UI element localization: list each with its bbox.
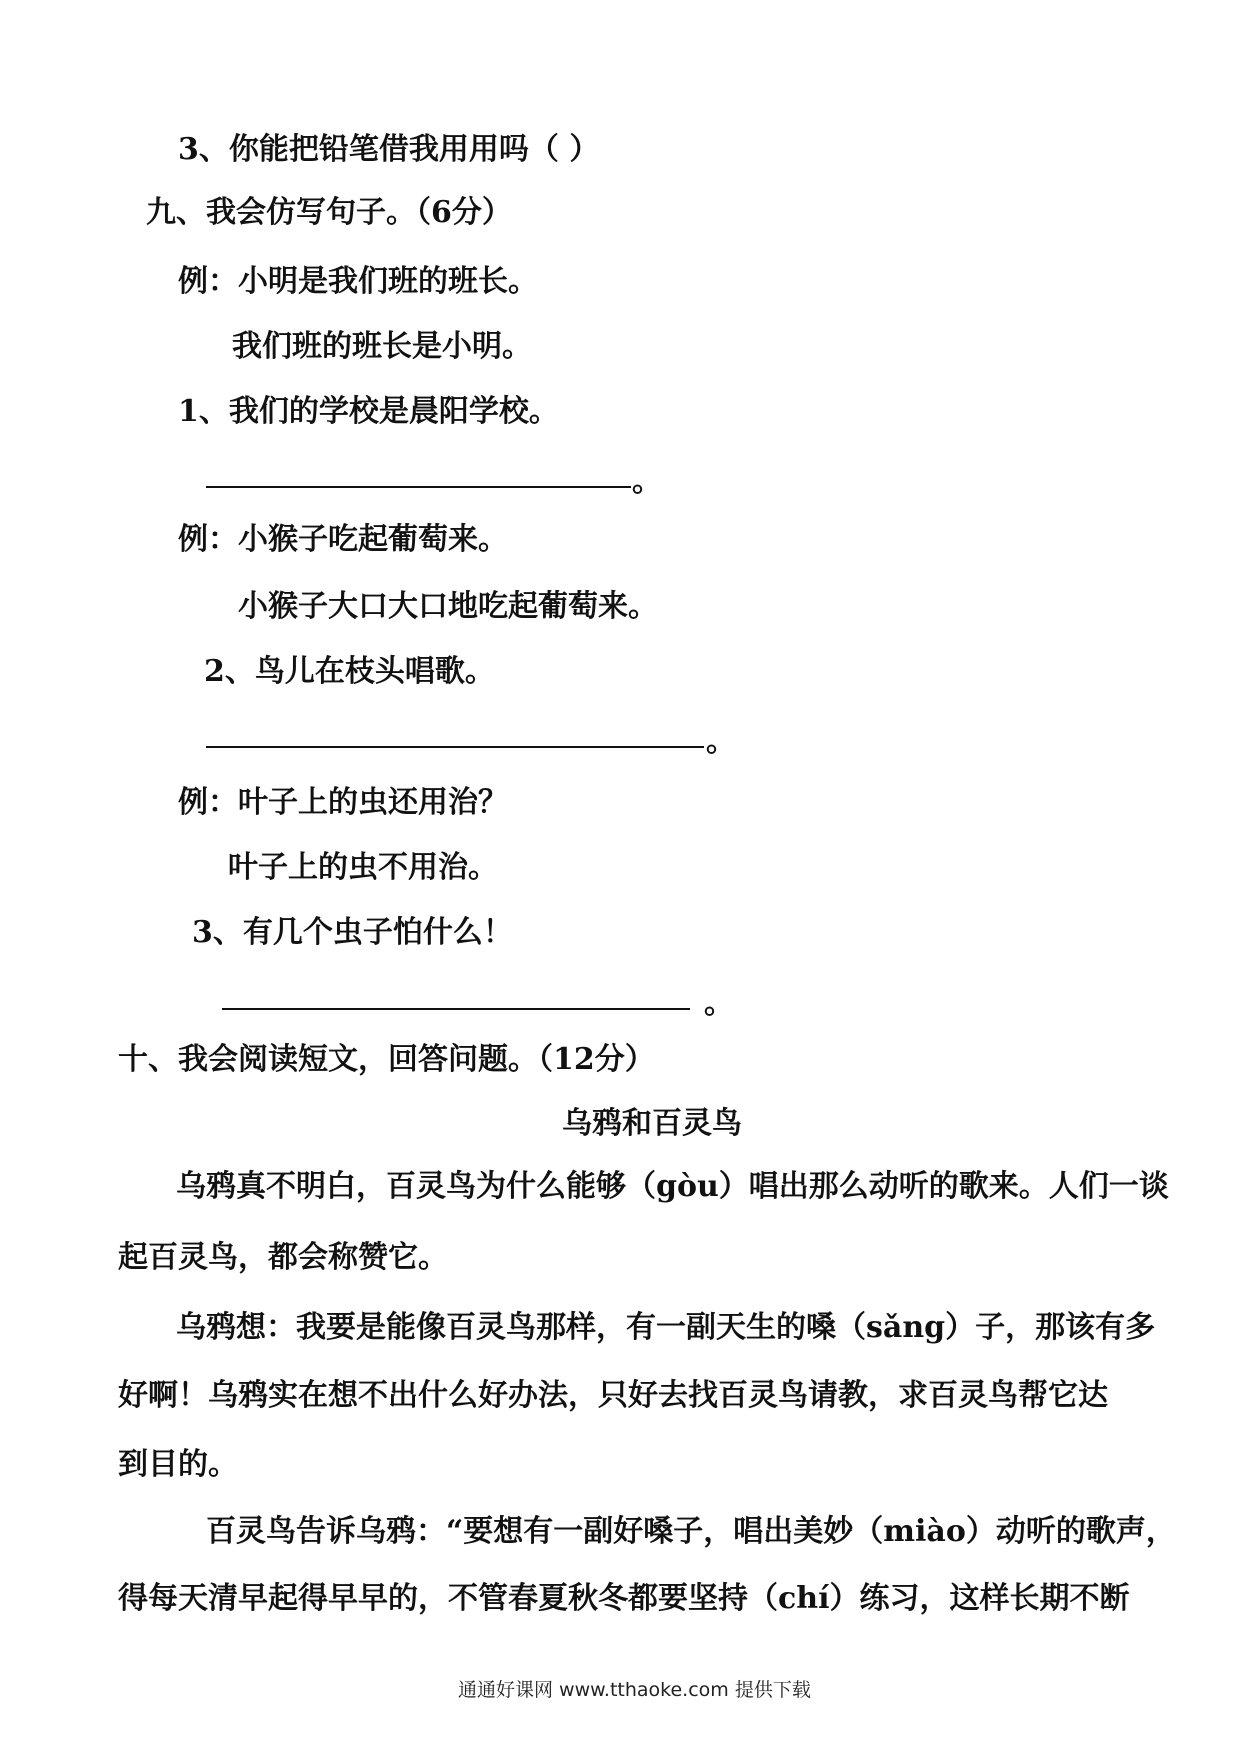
example-2-answer: 小猴子大口大口地吃起葡萄来。 [238, 589, 658, 624]
story-paragraph-3-line-1: 百灵鸟告诉乌鸦：“要想有一副好嗓子，唱出美妙（miào）动听的歌声， [206, 1514, 1176, 1549]
example-1-sentence: 例：小明是我们班的班长。 [178, 264, 538, 299]
story-paragraph-1-line-2: 起百灵鸟，都会称赞它。 [118, 1240, 448, 1275]
question-2: 2、鸟儿在枝头唱歌。 [204, 654, 495, 689]
example-1-answer: 我们班的班长是小明。 [232, 329, 532, 364]
download-footer: 通通好课网 www.tthaoke.com 提供下载 [458, 1679, 811, 1701]
answer-blank-2[interactable] [206, 746, 704, 748]
example-2-sentence: 例：小猴子吃起葡萄来。 [178, 522, 508, 557]
example-3-answer: 叶子上的虫不用治。 [228, 850, 498, 885]
story-paragraph-2-line-1: 乌鸦想：我要是能像百灵鸟那样，有一副天生的嗓（sǎng）子，那该有多 [176, 1310, 1156, 1345]
question-3: 3、有几个虫子怕什么！ [192, 915, 513, 950]
q8-item-3: 3、你能把铅笔借我用用吗（ ） [178, 132, 600, 167]
story-paragraph-1-line-1: 乌鸦真不明白，百灵鸟为什么能够（gòu）唱出那么动听的歌来。人们一谈 [176, 1169, 1169, 1204]
example-3-sentence: 例：叶子上的虫还用治？ [178, 785, 508, 820]
story-paragraph-2-line-2: 好啊！乌鸦实在想不出什么好办法，只好去找百灵鸟请教，求百灵鸟帮它达 [118, 1378, 1108, 1413]
answer-blank-2-period: 。 [706, 724, 736, 759]
section-10-heading: 十、我会阅读短文，回答问题。（12分） [118, 1042, 655, 1077]
answer-blank-1[interactable] [206, 486, 631, 488]
section-9-heading: 九、我会仿写句子。（6分） [146, 195, 512, 230]
story-paragraph-2-line-3: 到目的。 [118, 1447, 238, 1482]
answer-blank-3-period: 。 [704, 986, 734, 1021]
answer-blank-1-period: 。 [632, 464, 662, 499]
story-title: 乌鸦和百灵鸟 [562, 1106, 742, 1141]
story-paragraph-3-line-2: 得每天清早起得早早的，不管春夏秋冬都要坚持（chí）练习，这样长期不断 [118, 1581, 1130, 1616]
question-1: 1、我们的学校是晨阳学校。 [178, 394, 559, 429]
answer-blank-3[interactable] [222, 1008, 690, 1010]
